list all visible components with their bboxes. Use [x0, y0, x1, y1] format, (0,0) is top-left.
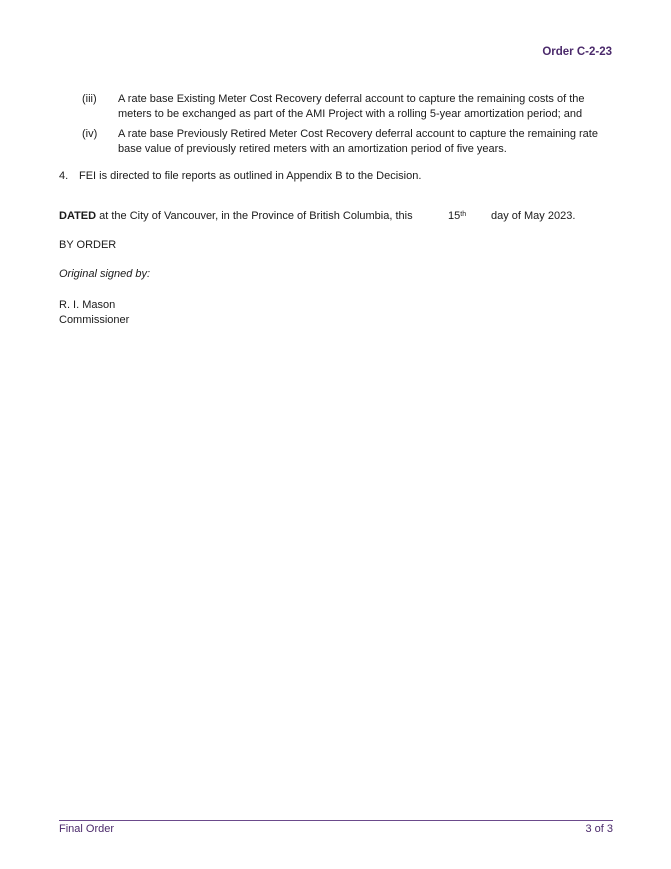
- dated-day: [448, 209, 466, 224]
- signer-block: [59, 298, 129, 328]
- footer-title: Final Order: [59, 823, 115, 835]
- paragraph-number: 4.: [59, 170, 69, 182]
- list-item: [82, 127, 612, 157]
- list-item: [82, 92, 612, 122]
- dated-label: DATED: [59, 210, 97, 222]
- paragraph-4: [59, 169, 421, 184]
- by-order: BY ORDER: [59, 239, 117, 251]
- order-reference: Order C-2-23: [542, 46, 612, 58]
- list-item-text: A rate base Existing Meter Cost Recovery deferral account to capture the remaining costs of the meters to be exchanged as part of the AMI Project with a rolling 5-year amortization period; and: [118, 93, 585, 120]
- dated-line: [59, 209, 619, 224]
- day-suffix: th: [460, 211, 467, 218]
- dated-text: at the City of Vancouver, in the Province of British Columbia, this: [99, 210, 413, 222]
- list-item-text: A rate base Previously Retired Meter Cost Recovery deferral account to capture the remaining rate base value of previously retired meters with an amortization period of five years.: [118, 128, 598, 155]
- signer-title: Commissioner: [59, 314, 130, 326]
- paragraph-text: FEI is directed to file reports as outlined in Appendix B to the Decision.: [79, 170, 422, 182]
- footer-divider: [59, 820, 613, 821]
- page-number: 3 of 3: [585, 823, 613, 835]
- signer-name: R. I. Mason: [59, 299, 116, 311]
- signed-note: Original signed by:: [59, 268, 151, 280]
- dated-month: day of May 2023.: [491, 210, 576, 222]
- list-item-number: (iv): [82, 128, 98, 140]
- day-number: 15: [448, 210, 461, 222]
- list-item-number: (iii): [82, 93, 97, 105]
